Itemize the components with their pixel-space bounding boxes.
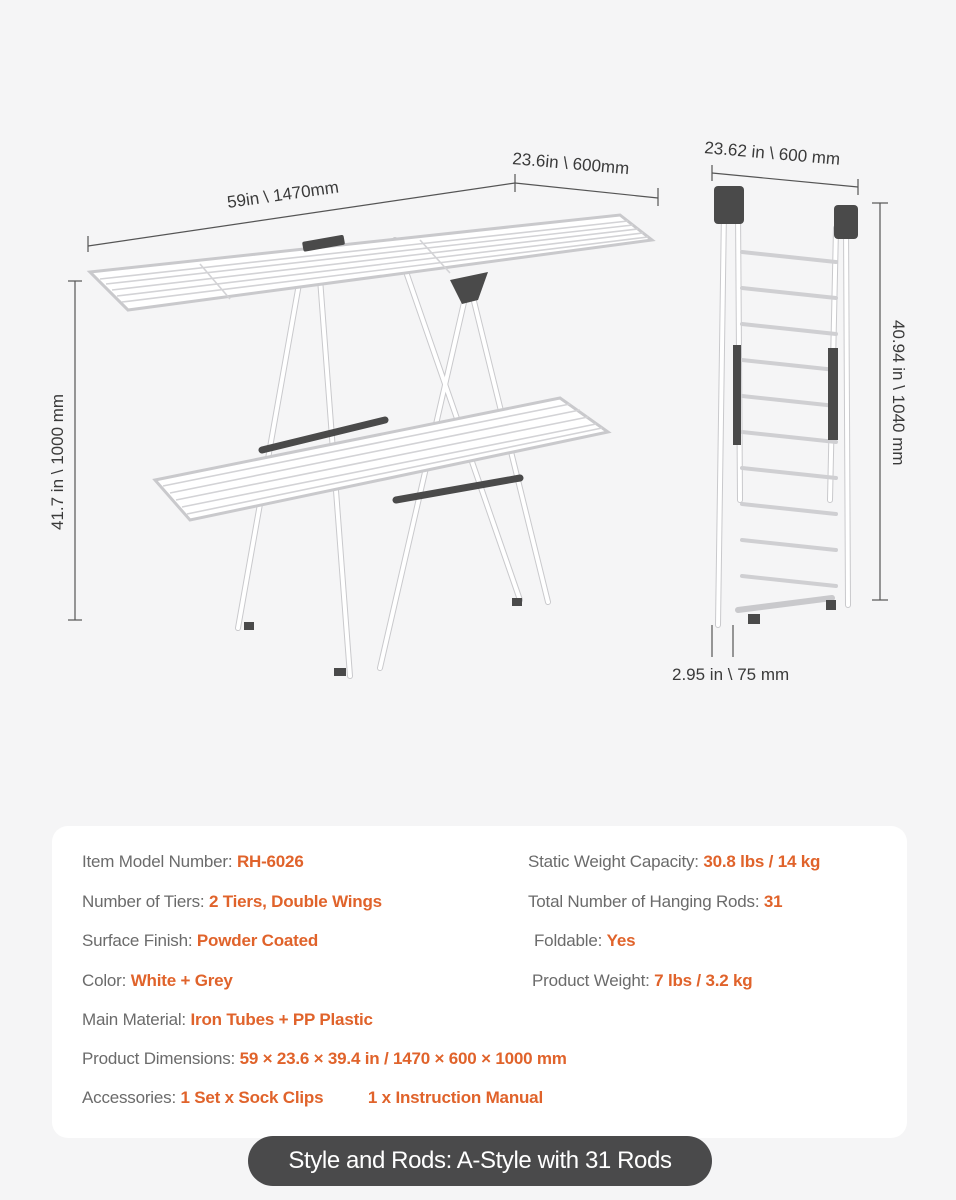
spec-value: 7 lbs / 3.2 kg bbox=[654, 971, 753, 990]
folded-height-label: 40.94 in \ 1040 mm bbox=[889, 320, 908, 466]
spec-value: 30.8 lbs / 14 kg bbox=[703, 852, 821, 871]
spec-value: 31 bbox=[763, 892, 783, 911]
spec-label: Foldable: bbox=[534, 931, 603, 950]
width-dimension-label: 23.6in \ 600mm bbox=[511, 149, 631, 179]
spec-hanging-rods bbox=[528, 892, 782, 912]
spec-value-extra: 1 x Instruction Manual bbox=[367, 1088, 543, 1107]
folded-width-label: 23.62 in \ 600 mm bbox=[703, 138, 841, 169]
spec-value: Iron Tubes + PP Plastic bbox=[190, 1010, 373, 1029]
length-dimension-label: 59in \ 1470mm bbox=[225, 177, 340, 212]
spec-value: White + Grey bbox=[130, 971, 233, 990]
spec-value: Yes bbox=[606, 931, 636, 950]
spec-label: Color: bbox=[82, 971, 127, 990]
folded-drying-rack bbox=[714, 186, 858, 625]
spec-model-number bbox=[82, 852, 304, 872]
spec-foldable bbox=[534, 931, 635, 951]
spec-label: Static Weight Capacity: bbox=[528, 852, 699, 871]
spec-label: Item Model Number: bbox=[82, 852, 233, 871]
spec-value: 1 Set x Sock Clips bbox=[180, 1088, 324, 1107]
spec-label: Accessories: bbox=[82, 1088, 176, 1107]
spec-label: Product Weight: bbox=[532, 971, 650, 990]
spec-label: Number of Tiers: bbox=[82, 892, 205, 911]
unfolded-drying-rack bbox=[90, 215, 652, 676]
height-dimension-label: 41.7 in \ 1000 mm bbox=[48, 393, 67, 530]
spec-card bbox=[52, 826, 907, 1138]
spec-color bbox=[82, 971, 233, 991]
spec-value: RH-6026 bbox=[236, 852, 304, 871]
spec-label: Product Dimensions: bbox=[82, 1049, 236, 1068]
style-rods-banner: Style and Rods: A-Style with 31 Rods bbox=[248, 1136, 712, 1186]
spec-main-material bbox=[82, 1010, 373, 1030]
spec-product-dimensions bbox=[82, 1049, 567, 1069]
spec-value: 59 × 23.6 × 39.4 in / 1470 × 600 × 1000 mm bbox=[239, 1049, 567, 1068]
spec-tiers bbox=[82, 892, 382, 912]
spec-value: Powder Coated bbox=[196, 931, 319, 950]
spec-label: Total Number of Hanging Rods: bbox=[528, 892, 760, 911]
spec-label: Main Material: bbox=[82, 1010, 186, 1029]
spec-value: 2 Tiers, Double Wings bbox=[208, 892, 382, 911]
spec-surface-finish bbox=[82, 931, 318, 951]
spec-weight-capacity bbox=[528, 852, 820, 872]
folded-depth-label: 2.95 in \ 75 mm bbox=[672, 665, 790, 684]
spec-label: Surface Finish: bbox=[82, 931, 193, 950]
spec-product-weight bbox=[532, 971, 752, 991]
spec-accessories bbox=[82, 1088, 543, 1108]
